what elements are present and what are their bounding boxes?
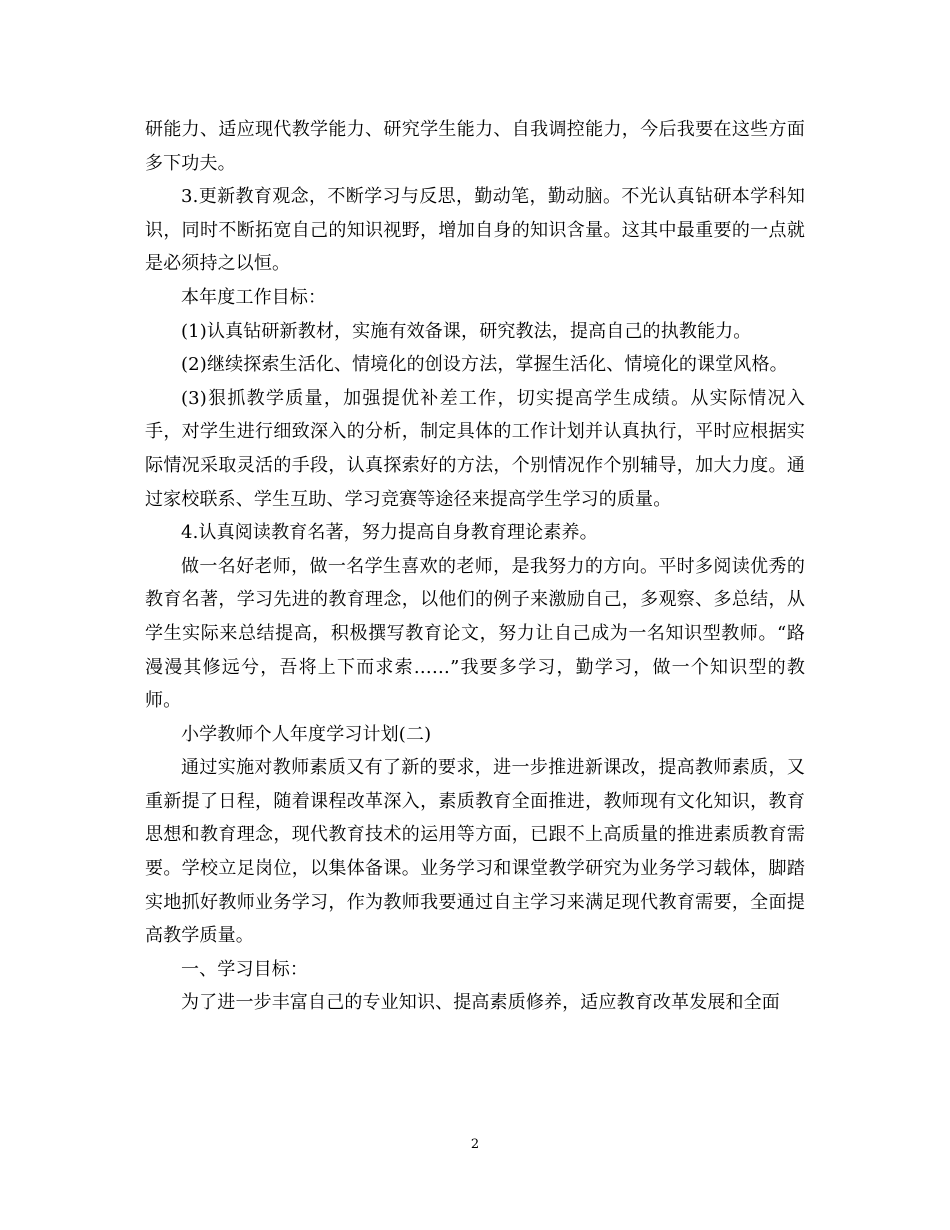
paragraph-goal-2: (2)继续探索生活化、情境化的创设方法，掌握生活化、情境化的课堂风格。 [181, 354, 788, 376]
paragraph-item-4: 4.认真阅读教育名著，努力提高自身教育理论素养。 [181, 522, 598, 544]
page-number: 2 [470, 1137, 480, 1152]
paragraph-annual-goals-heading: 本年度工作目标： [181, 286, 327, 308]
paragraph-goal-1: (1)认真钻研新教材，实施有效备课，研究教法，提高自己的执教能力。 [181, 320, 752, 342]
paragraph-learning-goals-text: 为了进一步丰富自己的专业知识、提高素质修养，适应教育改革发展和全面 [181, 992, 780, 1014]
paragraph-plan-intro: 通过实施对教师素质又有了新的要求，进一步推进新课改，提高教师素质，又重新提了日程，随着课程改革深入，素质教育全面推进，教师现有文化知识，教育思想和教育理念，现代教育技术的运用等方面，已跟不上高质量的推进素质教育需要。学校立足岗位，以集体备课。业务学习和课堂教学研究为业务学习载体，脚踏实地抓好教师业务学习，作为教师我要通过自主学习来满足现代教育需要，全面提高教学质量。 [145, 757, 805, 947]
paragraph-goal-3: (3)狠抓教学质量，加强提优补差工作，切实提高学生成绩。从实际情况入手，对学生进行细致深入的分析，制定具体的工作计划并认真执行，平时应根据实际情况采取灵活的手段，认真探索好的方法，个别情况作个别辅导，加大力度。通过家校联系、学生互助、学习竞赛等途径来提高学生学习的质量。 [145, 387, 805, 510]
paragraph-item-3: 3.更新教育观念，不断学习与反思，勤动笔，勤动脑。不光认真钻研本学科知识，同时不断拓宽自己的知识视野，增加自身的知识含量。这其中最重要的一点就是必须持之以恒。 [145, 186, 805, 275]
paragraph-continuation: 研能力、适应现代教学能力、研究学生能力、自我调控能力，今后我要在这些方面多下功夫。 [145, 119, 805, 174]
paragraph-learning-goals-heading: 一、学习目标： [181, 958, 309, 980]
body-text [145, 113, 805, 1020]
paragraph-good-teacher: 做一名好老师，做一名学生喜欢的老师，是我努力的方向。平时多阅读优秀的教育名著，学习先进的教育理念，以他们的例子来激励自己，多观察、多总结，从学生实际来总结提高，积极撰写教育论文，努力让自己成为一名知识型教师。“路漫漫其修远兮，吾将上下而求索……”我要多学习，勤学习，做一个知识型的教师。 [145, 555, 805, 712]
section-title-plan-two: 小学教师个人年度学习计划(二) [181, 723, 432, 745]
